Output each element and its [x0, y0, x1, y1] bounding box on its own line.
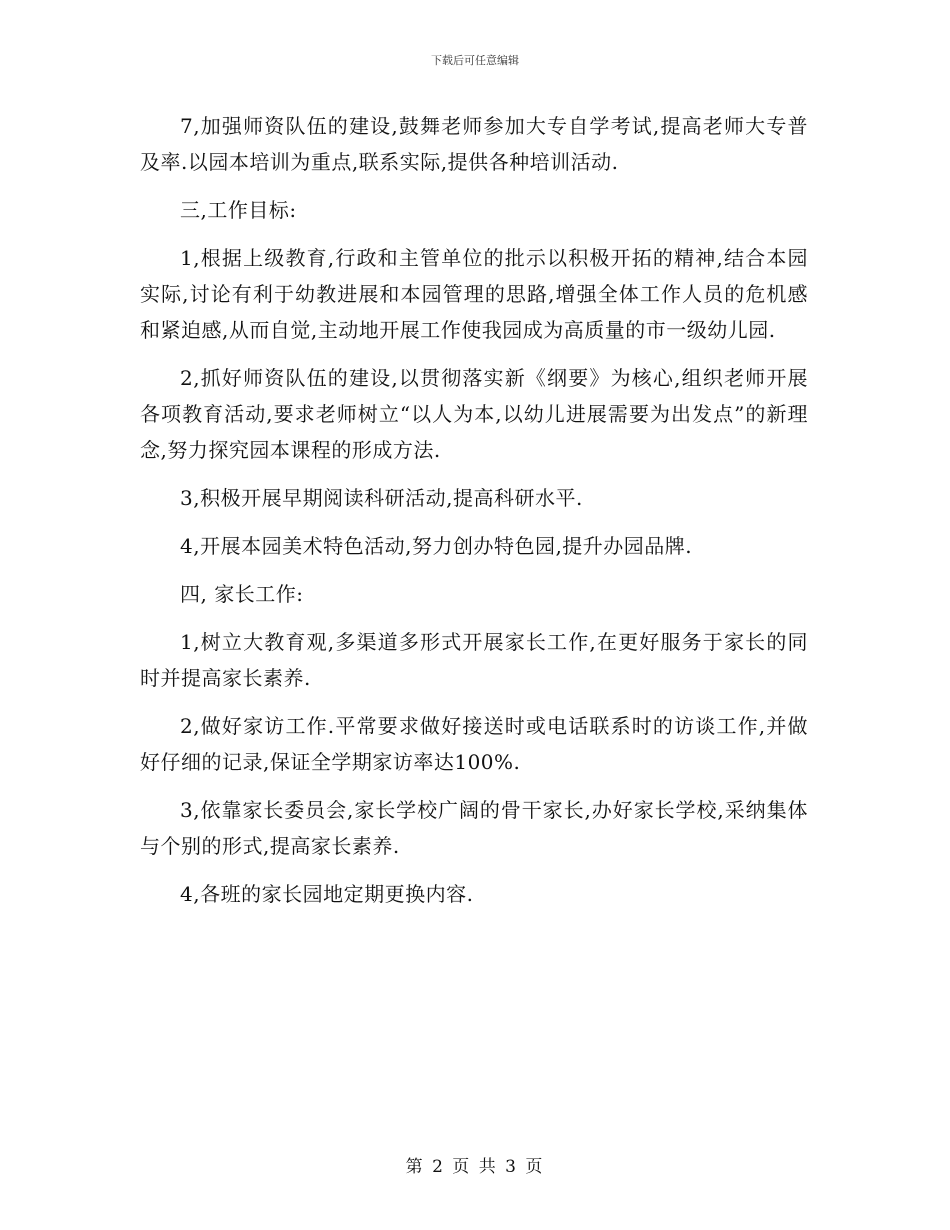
- paragraph: 1,树立大教育观,多渠道多形式开展家长工作,在更好服务于家长的同时并提高家长素养.: [140, 630, 808, 690]
- paragraph: 2,抓好师资队伍的建设,以贯彻落实新《纲要》为核心,组织老师开展各项教育活动,要求老师树立“以人为本,以幼儿进展需要为出发点”的新理念,努力探究园本课程的形成方法.: [140, 366, 808, 462]
- page-header-note: 下载后可任意编辑: [431, 54, 519, 67]
- paragraph: 4,各班的家长园地定期更换内容.: [180, 882, 474, 906]
- section-heading: 三,工作目标:: [180, 198, 297, 222]
- page-number: 第 2 页 共 3 页: [405, 1157, 545, 1177]
- paragraph: 3,积极开展早期阅读科研活动,提高科研水平.: [180, 486, 583, 510]
- paragraph: 2,做好家访工作.平常要求做好接送时或电话联系时的访谈工作,并做好仔细的记录,保证全学期家访率达100%.: [140, 714, 808, 774]
- section-heading: 四, 家长工作:: [180, 582, 304, 606]
- paragraph: 3,依靠家长委员会,家长学校广阔的骨干家长,办好家长学校,采纳集体与个别的形式,提高家长素养.: [140, 798, 808, 858]
- paragraph: 1,根据上级教育,行政和主管单位的批示以积极开拓的精神,结合本园实际,讨论有利于幼教进展和本园管理的思路,增强全体工作人员的危机感和紧迫感,从而自觉,主动地开展工作使我园成为高质量的市一级幼儿园.: [140, 246, 808, 342]
- paragraph: 7,加强师资队伍的建设,鼓舞老师参加大专自学考试,提高老师大专普及率.以园本培训为重点,联系实际,提供各种培训活动.: [140, 114, 808, 174]
- document-body: [140, 108, 808, 924]
- paragraph: 4,开展本园美术特色活动,努力创办特色园,提升办园品牌.: [180, 534, 693, 558]
